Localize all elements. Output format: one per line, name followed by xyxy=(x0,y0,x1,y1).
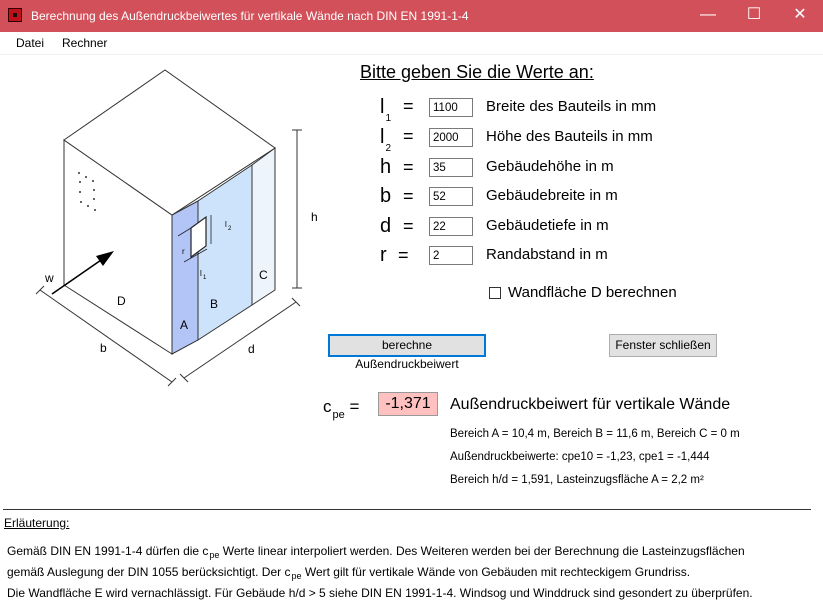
menu-datei[interactable]: Datei xyxy=(16,36,45,50)
symbol-d: d xyxy=(380,215,392,237)
title-bar xyxy=(0,0,823,32)
desc-b: Gebäudebreite in m xyxy=(486,187,618,204)
label-l2-sub: 2 xyxy=(228,226,232,232)
symbol-r: r xyxy=(380,244,387,266)
symbol-l2: $l_2$ xyxy=(380,126,392,154)
result-line-areas: Bereich A = 10,4 m, Bereich B = 11,6 m, Bereich C = 0 m xyxy=(450,428,740,440)
cpe-value: -1,371 xyxy=(378,392,438,416)
desc-d: Gebäudetiefe in m xyxy=(486,217,609,234)
input-h[interactable] xyxy=(429,158,473,177)
input-l2[interactable] xyxy=(429,128,473,147)
label-zone-a: A xyxy=(180,318,189,332)
input-b[interactable] xyxy=(429,187,473,206)
result-line-coefficients: Außendruckbeiwerte: cpe10 = -1,23, cpe1 = -1,444 xyxy=(450,451,710,463)
symbol-h: h xyxy=(380,156,392,178)
label-r: r xyxy=(182,247,185,256)
app-icon[interactable] xyxy=(8,8,22,22)
label-l1: l xyxy=(200,269,202,278)
window-title: Berechnung des Außendruckbeiwertes für vertikale Wände nach DIN EN 1991-1-4 xyxy=(31,9,469,23)
label-depth-d: d xyxy=(248,342,255,356)
equals-sign: = xyxy=(403,216,414,236)
equals-sign: = xyxy=(403,96,414,116)
close-window-button[interactable]: ✕ xyxy=(793,6,807,23)
desc-r: Randabstand in m xyxy=(486,246,608,263)
desc-l1: Breite des Bauteils in mm xyxy=(486,98,657,115)
equals-sign: = xyxy=(403,157,414,177)
symbol-b: b xyxy=(380,185,392,207)
input-r[interactable] xyxy=(429,246,473,265)
result-line-ratio: Bereich h/d = 1,591, Lasteinzugsfläche A = 2,2 m² xyxy=(450,474,704,486)
explanation-line-2: gemäß Auslegung der DIN 1055 berücksichtigt. Der $c_{pe}$ Wert gilt für vertikale Wände von Gebäuden mit rechteckigem Grundriss. xyxy=(7,565,691,581)
form-heading: Bitte geben Sie die Werte an: xyxy=(360,62,594,82)
building-diagram xyxy=(0,54,340,394)
equals-sign: = xyxy=(398,245,409,265)
equals-sign: = xyxy=(403,186,414,206)
cpe-description: Außendruckbeiwert für vertikale Wände xyxy=(450,396,731,413)
label-height-h: h xyxy=(311,210,318,224)
desc-h: Gebäudehöhe in m xyxy=(486,158,614,175)
input-d[interactable] xyxy=(429,217,473,236)
wandflaeche-d-label[interactable]: Wandfläche D berechnen xyxy=(508,284,677,301)
label-l1-sub: 1 xyxy=(203,275,207,281)
minimize-button[interactable]: — xyxy=(700,6,716,23)
wandflaeche-d-checkbox[interactable] xyxy=(489,287,501,299)
label-zone-b: B xyxy=(210,297,219,311)
maximize-button[interactable]: ☐ xyxy=(746,6,762,23)
close-button[interactable]: Fenster schließen xyxy=(609,334,717,357)
symbol-l1: $l_1$ xyxy=(380,96,392,124)
cpe-label: $c_{pe}$ = xyxy=(323,397,360,421)
equals-sign: = xyxy=(403,126,414,146)
label-l2: l xyxy=(225,220,227,229)
label-width-b: b xyxy=(100,341,107,355)
menu-rechner[interactable]: Rechner xyxy=(62,36,108,50)
explanation-title: Erläuterung: xyxy=(4,516,70,530)
label-zone-c: C xyxy=(259,268,268,282)
desc-l2: Höhe des Bauteils in mm xyxy=(486,128,653,145)
input-l1[interactable] xyxy=(429,98,473,117)
label-wind: w xyxy=(45,271,54,285)
menu-bar xyxy=(0,32,823,55)
explanation-line-1: Gemäß DIN EN 1991-1-4 dürfen die $c_{pe}$ Werte linear interpoliert werden. Des Weiteren werden bei der Berechnung die Lasteinzugsflächen xyxy=(7,544,745,560)
divider xyxy=(3,509,811,510)
label-zone-d: D xyxy=(117,294,126,308)
explanation-line-3: Die Wandfläche E wird vernachlässigt. Für Gebäude h/d > 5 siehe DIN EN 1991-1-4. Windsog und Winddruck sind gesondert zu überprüfen. xyxy=(7,586,753,600)
calculate-button[interactable]: berechne Außendruckbeiwert xyxy=(328,334,486,357)
